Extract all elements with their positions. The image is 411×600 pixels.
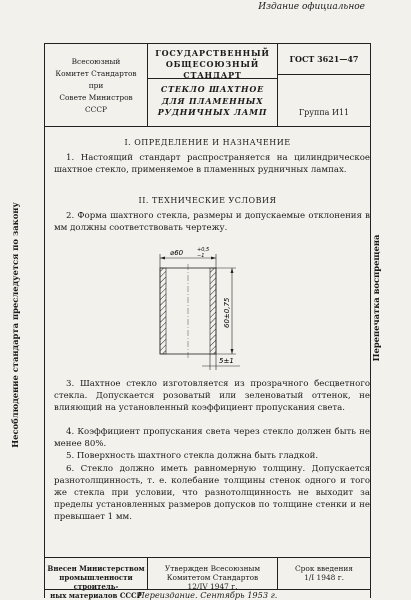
glass-drawing: [140, 246, 290, 374]
side-note-left: Несоблюдение стандарта преследуется по закону: [10, 202, 20, 448]
footer-line: промышленности строитель-: [59, 573, 133, 591]
footer-line: Комитетом Стандартов: [166, 573, 259, 582]
section-title: II. ТЕХНИЧЕСКИЕ УСЛОВИЯ: [138, 196, 277, 205]
product-title-line: СТЕКЛО ШАХТНОЕ: [160, 84, 265, 94]
wall-section-right: [210, 268, 216, 354]
paragraph: [54, 463, 370, 523]
diameter-tol-upper: +0,5: [197, 247, 210, 253]
standard-title-line: ОБЩЕСОЮЗНЫЙ СТАНДАРТ: [165, 59, 260, 80]
authority-line: СССР: [85, 105, 107, 114]
paragraph: [54, 378, 370, 414]
authority-line: Комитет Стандартов: [55, 69, 137, 78]
arrow-icon: [231, 349, 234, 354]
paragraph: [54, 210, 370, 234]
paragraph-text: 1. Настоящий стандарт распространяется на цилиндрическое шахтное стекло, применяемое в пламенных рудничных лампах.: [54, 153, 370, 175]
product-title-line: ДЛЯ ПЛАМЕННЫХ: [161, 95, 264, 106]
approved-by: [148, 558, 278, 589]
title-block: [148, 44, 278, 126]
wall-label: 5±1: [219, 357, 234, 365]
footer-line: 12/IV 1947 г.: [187, 582, 238, 591]
effective-date: [278, 558, 370, 589]
authority-line: Всесоюзный: [71, 57, 121, 66]
header-table: [44, 43, 371, 127]
product-title: [148, 84, 277, 119]
edition-label: Издание официальное: [258, 2, 365, 12]
paragraph-text: 3. Шахтное стекло изготовляется из прозрачного бесцветного стекла. Допускается розоватый или зеленоватый оттенок, не влияющий на установленный коэффициент пропускания света.: [54, 379, 370, 413]
footer-line: ных материалов СССР: [50, 591, 142, 600]
height-label: 60±0,75: [223, 297, 231, 328]
standard-title: [148, 44, 277, 79]
code-block: [278, 44, 370, 126]
paragraph-text: 2. Форма шахтного стекла, размеры и допускаемые отклонения в мм должны соответствовать чертежу.: [54, 211, 370, 233]
diameter-label: ⌀60: [170, 249, 184, 257]
footer-line: Срок введения: [295, 564, 353, 573]
paragraph-text: 4. Коэффициент пропускания света через стекло должен быть не менее 80%.: [54, 427, 370, 449]
gost-code: ГОСТ 3621—47: [278, 44, 370, 75]
introduced-by: [45, 558, 148, 600]
wall-section-left: [160, 268, 166, 354]
footer-line: 1/I 1948 г.: [304, 573, 344, 582]
paragraph-text: 6. Стекло должно иметь равномерную толщину. Допускается разнотолщинность, т. е. колебание толщины стенок одного и того же стекла при условии, что разнотолщинность не выходит за пределы установленных размеров допусков по толщине стенки и не превышает 1 мм.: [54, 464, 370, 522]
authority-line: при: [88, 81, 104, 90]
product-title-line: РУДНИЧНЫХ ЛАМП: [157, 107, 268, 117]
paragraph: [54, 152, 370, 176]
paragraph: [54, 450, 370, 462]
paragraph: [54, 426, 370, 450]
paragraph-text: 5. Поверхность шахтного стекла должна быть гладкой.: [66, 451, 319, 461]
footer-line: Утвержден Всесоюзным: [164, 564, 261, 573]
footer-line: Внесен Министерством: [47, 564, 145, 573]
arrow-icon: [231, 268, 234, 273]
authority-block: [45, 44, 148, 126]
standard-title-line: ГОСУДАРСТВЕННЫЙ: [155, 48, 270, 58]
diameter-tol-lower: −1: [197, 253, 205, 259]
group-code: Группа И11: [298, 108, 350, 117]
section-title: I. ОПРЕДЕЛЕНИЕ И НАЗНАЧЕНИЕ: [124, 138, 291, 147]
arrow-icon: [211, 257, 216, 260]
arrow-icon: [160, 257, 165, 260]
side-note-right: Перепечатка воспрещена: [371, 234, 381, 362]
reissue-note: Переиздание. Сентябрь 1953 г.: [137, 590, 278, 600]
authority-line: Совете Министров: [59, 93, 133, 102]
